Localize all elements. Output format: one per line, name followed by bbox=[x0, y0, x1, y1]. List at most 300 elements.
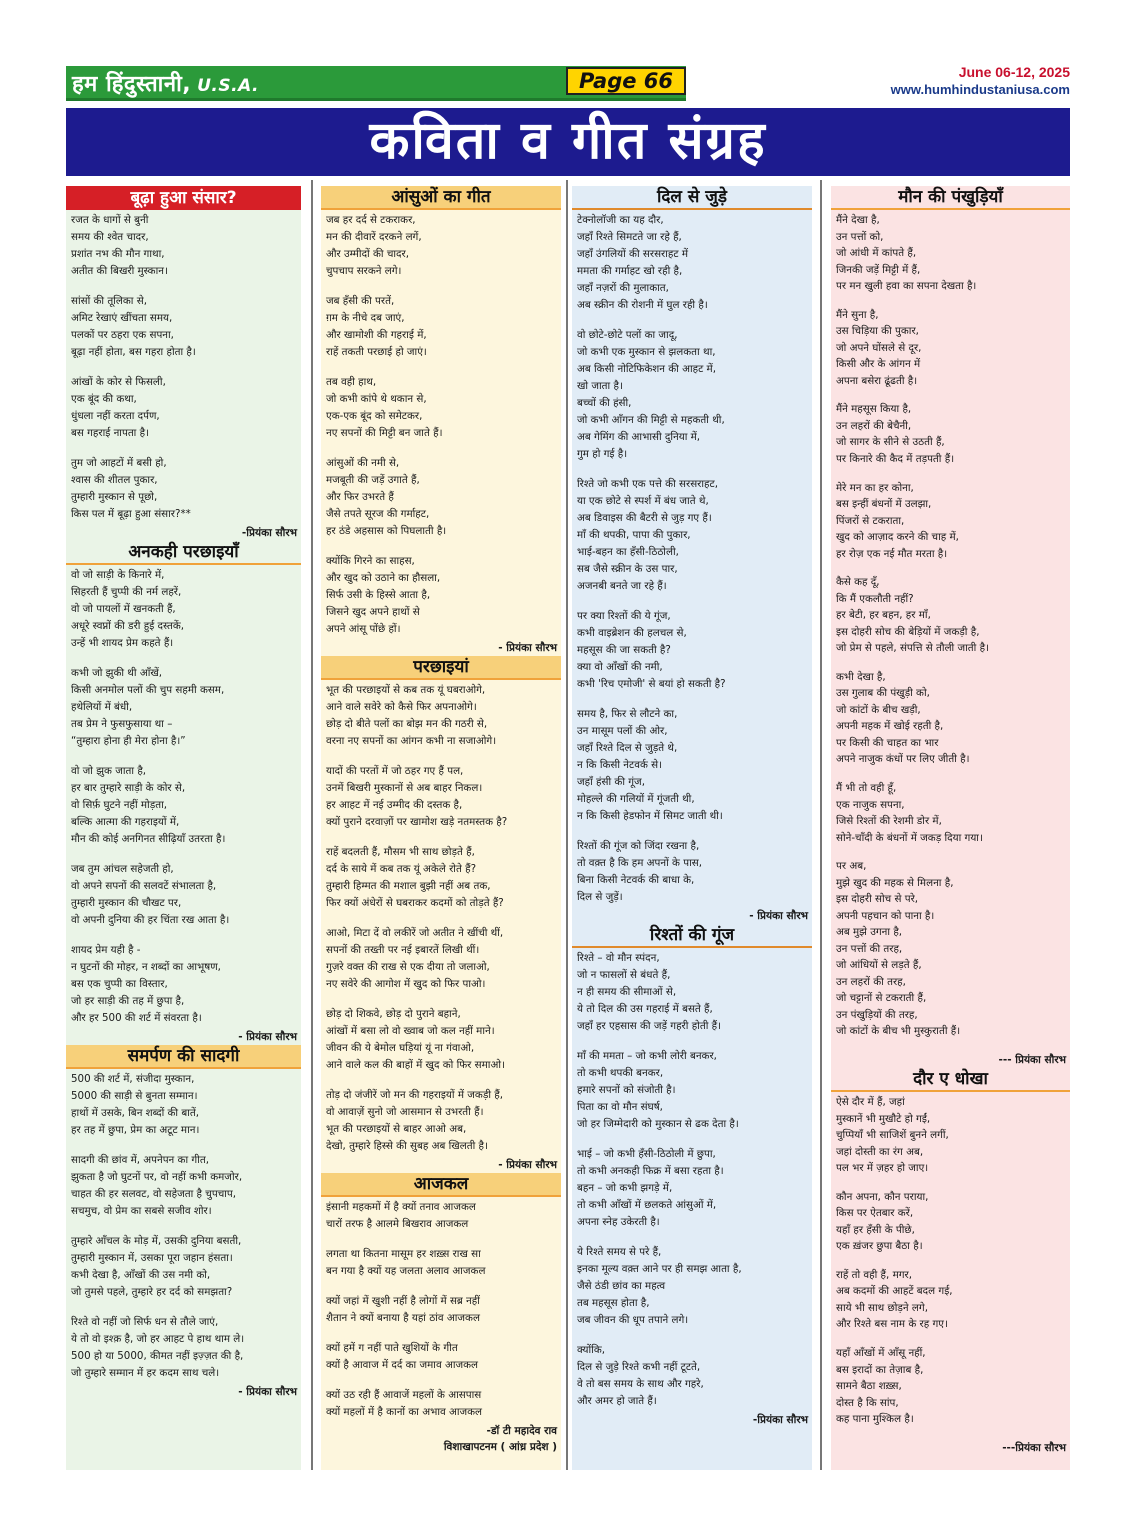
column-divider bbox=[820, 180, 822, 1470]
poem-line: बस गहराई नापता है। bbox=[71, 427, 149, 439]
poem-title: मौन की पंखुड़ियाँ bbox=[831, 186, 1070, 210]
poem-line: बूढ़ा नहीं होता, बस गहरा होता है। bbox=[71, 346, 196, 358]
poem-line: जो तुम्हारे सम्मान में हर कदम साथ चले। bbox=[71, 1367, 220, 1379]
poem-line: सादगी की छांव में, अपनेपन का गीत, bbox=[71, 1154, 209, 1166]
poem-line: जीवन की ये बेमोल घड़ियां यूं ना गंवाओ, bbox=[326, 1042, 475, 1054]
poem-line: कभी 'रिच एमोजी' से बयां हो सकती है? bbox=[577, 678, 726, 690]
brand-bar bbox=[66, 66, 686, 101]
poem-line: उस चिड़िया की पुकार, bbox=[836, 325, 919, 338]
poem-line: इंसानी महकमों में है क्यों तनाव आजकल bbox=[326, 1201, 476, 1213]
poem-line: आंखों के कोर से फिसली, bbox=[71, 376, 166, 388]
poem-line: जहाँ रिश्ते सिमटते जा रहे हैं, bbox=[577, 231, 682, 243]
poem-line: मैंने देखा है, bbox=[836, 214, 880, 226]
stanza bbox=[577, 212, 806, 314]
poem-line: हाथों में उसके, बिन शब्दों की बातें, bbox=[71, 1107, 200, 1119]
poem-line: हथेलियों में बंधी, bbox=[71, 701, 133, 713]
poem-line: समय की श्वेत चादर, bbox=[71, 231, 149, 243]
poem-line: भूत की परछाइयों से कब तक यूं घबराओगे, bbox=[326, 684, 486, 696]
poem-body bbox=[321, 210, 561, 638]
poem-line: बच्चों की हंसी, bbox=[577, 397, 632, 409]
poem-line: अतीत की बिखरी मुस्कान। bbox=[71, 265, 168, 277]
poem-line: जो न फासलों से बंधते हैं, bbox=[577, 969, 671, 981]
poem-line: क्यों महलों में है कानों का अभाव आजकल bbox=[326, 1406, 483, 1418]
poem-line: जिसने खुद अपने हाथों से bbox=[326, 606, 420, 618]
stanza bbox=[326, 1340, 555, 1374]
poem-line: जो कांटों के बीच खड़ी, bbox=[836, 703, 921, 716]
stanza bbox=[836, 307, 1064, 390]
poem-line: अपनी महक में खोई रहती है, bbox=[836, 720, 944, 733]
website-link[interactable]: www.humhindustaniusa.com bbox=[890, 82, 1070, 97]
stanza bbox=[326, 293, 555, 361]
poem-line: बन गया है क्यों यह जलता अलाव आजकल bbox=[326, 1265, 486, 1277]
stanza bbox=[71, 1314, 295, 1382]
poem-author: - प्रियंका सौरभ bbox=[498, 642, 557, 654]
poem-line: मौन की कोई अनगिनत सीढ़ियाँ उतरता है। bbox=[71, 833, 226, 845]
brand-suffix: U.S.A. bbox=[197, 76, 260, 96]
poem-line: बस इन्हीं बंधनों में उलझा, bbox=[836, 498, 932, 511]
stanza bbox=[326, 212, 555, 280]
poem-line: तुम्हारी हिम्मत की मशाल बुझी नहीं अब तक, bbox=[326, 880, 491, 892]
poem-line: टेक्नोलॉजी का यह दौर, bbox=[577, 214, 664, 226]
poem-line: न कि किसी हेडफोन में सिमट जाती थी। bbox=[577, 810, 723, 822]
stanza bbox=[326, 844, 555, 912]
stanza bbox=[577, 706, 806, 825]
poem-line: कि मैं एकलौती नहीं? bbox=[836, 592, 914, 605]
poem-line: मैं भी तो वही हूँ, bbox=[836, 782, 897, 795]
column-divider bbox=[311, 180, 313, 1470]
poem-line: इस दोहरी सोच की बेड़ियों में जकड़ी है, bbox=[836, 625, 980, 638]
poem-line: क्यों है आवाज में दर्द का जमाव आजकल bbox=[326, 1359, 478, 1371]
poem-line: राहें तो वही हैं, मगर, bbox=[836, 1268, 913, 1281]
poem-line: हर बेटी, हर बहन, हर माँ, bbox=[836, 609, 931, 622]
poem-line: यहाँ हर हँसी के पीछे, bbox=[836, 1223, 915, 1236]
poem-line: पर अब, bbox=[836, 860, 867, 873]
poem-line: मन की दीवारें दरकने लगें, bbox=[326, 231, 422, 243]
poem-author: --- प्रियंका सौरभ bbox=[998, 1054, 1066, 1066]
poem-author: -प्रियंका सौरभ bbox=[241, 527, 297, 539]
poem-line: जो कभी आँगन की मिट्टी से महकती थी, bbox=[577, 414, 725, 426]
poem-line: दर्द के साये में कब तक यूं अकेले रोते हैं? bbox=[326, 863, 477, 875]
poem-line: कभी वाइब्रेशन की हलचल से, bbox=[577, 627, 687, 639]
stanza bbox=[326, 925, 555, 993]
poem-line: वो छोटे-छोटे पलों का जादू, bbox=[577, 329, 678, 341]
poem-line: जो हर जिम्मेदारी को मुस्कान से ढक देता है। bbox=[577, 1118, 739, 1130]
poem-line: उन पंखुड़ियों की तरह, bbox=[836, 1008, 918, 1021]
poem-line: पलकों पर ठहरा एक सपना, bbox=[71, 329, 174, 341]
poem-line: किस पर ऐतबार करें, bbox=[836, 1207, 914, 1220]
stanza bbox=[71, 942, 295, 1027]
stanza bbox=[326, 1087, 555, 1155]
poem-line: अब मुझे उगना है, bbox=[836, 926, 903, 939]
poem-line: अपने नाजुक कंधों पर लिए जीती है। bbox=[836, 753, 970, 766]
stanza bbox=[326, 1006, 555, 1074]
stanza bbox=[577, 1342, 806, 1410]
poem-line: प्रशांत नभ की मौन गाथा, bbox=[71, 248, 165, 260]
poem-line: जहाँ उंगलियों की सरसराहट में bbox=[577, 248, 688, 260]
poem-line: क्यों जहां में खुशी नहीं है लोगों में सब्र नहीं bbox=[326, 1295, 480, 1307]
poem-column-4 bbox=[831, 186, 1070, 1470]
poem-line: और खुद को उठाने का हौसला, bbox=[326, 572, 441, 584]
poem-line: छोड़ दो बीते पलों का बोझ मन की गठरी से, bbox=[326, 718, 488, 730]
issue-date: June 06-12, 2025 bbox=[958, 64, 1070, 80]
poem-line: भूत की परछाइयों से बाहर आओ अब, bbox=[326, 1123, 467, 1135]
poem-line: राहें बदलती हैं, मौसम भी साथ छोड़ते हैं, bbox=[326, 846, 475, 858]
poem-line: जहां दोस्ती का रंग अब, bbox=[836, 1145, 924, 1158]
poem-line: बहन – जो कभी झगड़े में, bbox=[577, 1182, 673, 1194]
stanza bbox=[71, 763, 295, 848]
poem-line: तुम्हारी मुस्कान से पूछो, bbox=[71, 491, 158, 503]
poem-line: न ही समय की सीमाओं से, bbox=[577, 986, 677, 998]
poem-line: अब स्क्रीन की रोशनी में घुल रही है। bbox=[577, 299, 708, 311]
poem-line: रिश्तों की गूंज को जिंदा रखना है, bbox=[577, 840, 700, 852]
poem-line: किसी अनमोल पलों की चुप सहमी कसम, bbox=[71, 684, 225, 696]
poem-line: जो सागर के सीने से उठती हैं, bbox=[836, 436, 945, 449]
brand-name: हम हिंदुस्तानी, bbox=[72, 72, 192, 97]
poem-line: भाई-बहन का हँसी-ठिठोली, bbox=[577, 546, 679, 558]
poem-line: एक बूंद की कथा, bbox=[71, 393, 137, 405]
poem-line: कभी जो झुकी थी आँखें, bbox=[71, 667, 163, 679]
poem-line: तब महसूस होता है, bbox=[577, 1297, 650, 1309]
poem-line: सचमुच, वो प्रेम का सबसे सजीव शोर। bbox=[71, 1205, 212, 1217]
poem-line: चुप्पियाँ भी साजिशें बुनने लगीं, bbox=[836, 1129, 949, 1141]
poem-title: दौर ए धोखा bbox=[831, 1068, 1070, 1092]
poem-line: आने वाले कल की बाहों में खुद को फिर समाओ। bbox=[326, 1059, 505, 1071]
poem-line: वो अपनी दुनिया की हर चिंता रख आता है। bbox=[71, 914, 230, 926]
poem-line: ये रिश्ते समय से परे हैं, bbox=[577, 1246, 662, 1258]
stanza bbox=[326, 374, 555, 442]
poem-line: धुंधला नहीं करता दर्पण, bbox=[71, 410, 160, 422]
author-location: विशाखापटनम ( आंध्र प्रदेश ) bbox=[443, 1441, 557, 1453]
poem-line: कभी देखा है, bbox=[836, 670, 886, 683]
poem-line: वो जो साड़ी के किनारे में, bbox=[71, 569, 165, 581]
poem-body bbox=[66, 210, 301, 523]
poem-line: जहाँ हर एहसास की जड़ें गहरी होती हैं। bbox=[577, 1020, 722, 1032]
poem-line: और हर 500 की शर्ट में संवरता है। bbox=[71, 1012, 202, 1024]
poem-line: तुम्हारी मुस्कान में, उसका पूरा जहान हंसता। bbox=[71, 1252, 233, 1264]
poem-line: दोस्त है कि सांप, bbox=[836, 1396, 899, 1409]
poem-line: आंखों में बसा लो वो ख्वाब जो कल नहीं माने। bbox=[326, 1025, 495, 1037]
poem-line: तुम्हारी मुस्कान की चौखट पर, bbox=[71, 897, 182, 909]
poem-line: बल्कि आत्मा की गहराइयों में, bbox=[71, 816, 180, 828]
poem-line: जो चट्टानों से टकराती हैं, bbox=[836, 992, 927, 1005]
poem-line: जब तुम आंचल सहेजती हो, bbox=[71, 863, 174, 875]
poem-line: 500 हो या 5000, कीमत नहीं इज़्ज़त की है, bbox=[71, 1350, 244, 1362]
poem-body bbox=[66, 565, 301, 1027]
poem-line: फिर क्यों अंधेरों से घबराकर कदमों को तोड़ते हैं? bbox=[326, 897, 504, 909]
poem-title: बूढ़ा हुआ संसार? bbox=[66, 186, 301, 210]
poem-author: ---प्रियंका सौरभ bbox=[1002, 1441, 1066, 1454]
poem-line: एक नाजुक सपना, bbox=[836, 798, 905, 811]
poem-line: न कि किसी नेटवर्क से। bbox=[577, 759, 662, 771]
poem-line: मोहल्ले की गलियों में गूंजती थी, bbox=[577, 793, 695, 805]
poem-line: उस गुलाब की पंखुड़ी को, bbox=[836, 687, 930, 700]
poem-line: अपना स्नेह उकेरती है। bbox=[577, 1216, 660, 1228]
poem-line: नए सपनों की मिट्टी बन जाते हैं। bbox=[326, 427, 443, 439]
poem-line: और फिर उभरते हैं bbox=[326, 491, 394, 503]
poem-line: वो जो झुक जाता है, bbox=[71, 765, 147, 777]
poem-line: हर बार तुम्हारे साड़ी के कोर से, bbox=[71, 782, 186, 794]
poem-line: ये तो वो इश्क़ है, जो हर आहट पे हाथ थाम ले। bbox=[71, 1333, 245, 1345]
poem-line: बस इरादों का तेज़ाब है, bbox=[836, 1363, 924, 1376]
poem-line: जो तुमसे पहले, तुम्हारे हर दर्द को समझता? bbox=[71, 1286, 233, 1298]
poem-line: जो कांटों के बीच भी मुस्कुराती हैं। bbox=[836, 1025, 961, 1038]
poem-line: उनमें बिखरी मुस्कानों से अब बाहर निकल। bbox=[326, 782, 483, 794]
poem-line: श्वास की शीतल पुकार, bbox=[71, 474, 158, 486]
poem-line: उन्हें भी शायद प्रेम कहते हैं। bbox=[71, 637, 174, 649]
stanza bbox=[71, 1233, 295, 1301]
poem-line: तब वही हाथ, bbox=[326, 376, 377, 388]
poem-line: खुद को आज़ाद करने की चाह में, bbox=[836, 531, 959, 544]
poem-line: हर ठंडे अहसास को पिघलाती है। bbox=[326, 525, 447, 537]
poem-line: और उम्मीदों की चादर, bbox=[326, 248, 409, 260]
poem-line: कैसे कह दूँ, bbox=[836, 576, 880, 589]
poem-line: सामने बैठा शख़्स, bbox=[836, 1380, 902, 1393]
poem-title: परछाइयां bbox=[321, 656, 561, 680]
stanza bbox=[577, 1048, 806, 1133]
page-number: Page 66 bbox=[578, 69, 674, 93]
poem-line: सिर्फ उसी के हिस्से आता है, bbox=[326, 589, 431, 601]
poem-line: तुम जो आहटों में बसी हो, bbox=[71, 457, 167, 469]
publication-logo bbox=[72, 68, 259, 98]
poem-title: आजकल bbox=[321, 1173, 561, 1197]
poem-line: “तुम्हारा होना ही मेरा होना है।” bbox=[71, 735, 186, 747]
stanza bbox=[71, 1071, 295, 1139]
stanza bbox=[577, 608, 806, 693]
poem-column-3 bbox=[572, 186, 812, 1470]
poem-line: रिश्ते जो कभी एक पत्ते की सरसराहट, bbox=[577, 478, 718, 490]
poem-line: सिहरती हैं चुप्पी की नर्म लहरें, bbox=[71, 586, 182, 598]
poem-line: पल भर में ज़हर हो जाए। bbox=[836, 1162, 929, 1174]
poem-line: गुम हो गई है। bbox=[577, 448, 628, 460]
stanza bbox=[326, 1246, 555, 1280]
poem-body bbox=[572, 948, 812, 1410]
poem-line: अब डिवाइस की बैटरी से जुड़ गए हैं। bbox=[577, 512, 712, 524]
stanza bbox=[836, 480, 1064, 563]
poem-line: कभी देखा है, आँखों की उस नमी को, bbox=[71, 1269, 211, 1281]
poem-line: मजबूती की जड़ें उगाते हैं, bbox=[326, 474, 420, 486]
stanza bbox=[71, 293, 295, 361]
poem-line: राहें तकती परछाई हो जाएं। bbox=[326, 346, 427, 358]
poem-line: रिश्ते – वो मौन स्पंदन, bbox=[577, 952, 660, 964]
poem-title: समर्पण की सादगी bbox=[66, 1045, 301, 1069]
stanza bbox=[326, 682, 555, 750]
poem-author: -प्रियंका सौरभ bbox=[752, 1414, 808, 1426]
stanza bbox=[326, 1387, 555, 1421]
poem-line: मेरे मन का हर कोना, bbox=[836, 481, 914, 494]
poem-author: - प्रियंका सौरभ bbox=[238, 1031, 297, 1043]
stanza bbox=[71, 374, 295, 442]
poem-line: अपने आंसू पोंछे हों। bbox=[326, 623, 401, 635]
stanza bbox=[836, 401, 1064, 467]
poem-line: जब हँसी की परतें, bbox=[326, 295, 395, 307]
stanza bbox=[326, 553, 555, 638]
poem-title: आंसुओं का गीत bbox=[321, 186, 561, 210]
poem-title: रिश्तों की गूंज bbox=[572, 924, 812, 948]
poem-line: इस दोहरी सोच से परे, bbox=[836, 893, 919, 906]
poem-line: क्यों पुराने दरवाज़ों पर खामोश खड़े नतमस्तक है? bbox=[326, 816, 508, 828]
stanza bbox=[836, 1345, 1064, 1428]
poem-line: क्योंकि गिरने का साहस, bbox=[326, 555, 415, 567]
poem-line: आंसुओं की नमी से, bbox=[326, 457, 400, 469]
stanza bbox=[836, 669, 1064, 768]
poem-line: शायद प्रेम यही है - bbox=[71, 944, 141, 956]
poem-line: देखो, तुम्हारे हिस्से की सुबह अब खिलती है। bbox=[326, 1140, 488, 1152]
poem-line: अब गेमिंग की आभासी दुनिया में, bbox=[577, 431, 701, 443]
poem-line: तो कभी अनकही फिक्र में बसा रहता है। bbox=[577, 1165, 724, 1177]
poem-line: मुस्कानें भी मुखौटे हो गईं, bbox=[836, 1112, 931, 1125]
poem-line: पर क्या रिश्तों की ये गूंज, bbox=[577, 610, 671, 622]
poem-line: भाई – जो कभी हँसी-ठिठोली में छुपा, bbox=[577, 1148, 716, 1160]
poem-line: 500 की शर्ट में, संजीदा मुस्कान, bbox=[71, 1073, 195, 1085]
poem-line: जिसे रिश्तों की रेशमी डोर में, bbox=[836, 815, 942, 828]
poem-line: रिश्ते वो नहीं जो सिर्फ धन से तौले जाएं, bbox=[71, 1316, 219, 1328]
poem-line: तोड़ दो जंजीरें जो मन की गहराइयों में जकड़ी हैं, bbox=[326, 1089, 504, 1101]
poem-line: ग़म के नीचे दब जाएं, bbox=[326, 312, 405, 324]
poem-line: कह पाना मुश्किल है। bbox=[836, 1413, 914, 1426]
poem-line: वो सिर्फ़ घुटने नहीं मोड़ता, bbox=[71, 799, 168, 811]
poem-line: माँ की ममता – जो कभी लोरी बनकर, bbox=[577, 1050, 717, 1062]
poem-line: अपना बसेरा ढूंढती है। bbox=[836, 374, 918, 387]
poem-line: वो अपने सपनों की सलवटें संभालता है, bbox=[71, 880, 217, 892]
section-title: कविता व गीत संग्रह bbox=[369, 111, 767, 171]
poem-author: - प्रियंका सौरभ bbox=[238, 1386, 297, 1398]
poem-line: माँ की थपकी, पापा की पुकार, bbox=[577, 529, 691, 541]
stanza bbox=[326, 1199, 555, 1233]
stanza bbox=[836, 1094, 1064, 1177]
stanza bbox=[577, 327, 806, 463]
poem-line: पर किनारे की कैद में तड़पती हैं। bbox=[836, 452, 955, 465]
masthead bbox=[66, 66, 1070, 104]
poem-line: आओ, मिटा दें वो लकीरें जो अतीत ने खींची थीं, bbox=[326, 927, 504, 939]
poem-line: और अमर हो जाते हैं। bbox=[577, 1395, 657, 1407]
poem-line: उन लहरों की बेचैनी, bbox=[836, 419, 912, 432]
poem-line: यादों की परतों में जो ठहर गए हैं पल, bbox=[326, 765, 464, 777]
poem-line: एक-एक बूंद को समेटकर, bbox=[326, 410, 423, 422]
poem-line: किस पल में बूढ़ा हुआ संसार?** bbox=[71, 508, 191, 520]
poem-line: अमिट रेखाएं खींचता समय, bbox=[71, 312, 173, 324]
poem-line: पर मन खुली हवा का सपना देखता है। bbox=[836, 280, 977, 292]
stanza bbox=[326, 763, 555, 831]
stanza bbox=[577, 838, 806, 906]
stanza bbox=[836, 858, 1064, 1040]
poem-line: आने वाले सवेरे को कैसे फिर अपनाओगे। bbox=[326, 701, 477, 713]
poem-body bbox=[831, 1092, 1070, 1428]
poem-line: तुम्हारे आँचल के मोड़ में, उसकी दुनिया बसती, bbox=[71, 1235, 242, 1247]
poem-line: यहाँ आँखों में आँसू नहीं, bbox=[836, 1347, 926, 1360]
stanza bbox=[577, 476, 806, 595]
poem-line: न घुटनों की मोहर, न शब्दों का आभूषण, bbox=[71, 961, 221, 973]
poem-line: अजनबी बनते जा रहे हैं। bbox=[577, 580, 667, 592]
poem-line: पिता का वो मौन संघर्ष, bbox=[577, 1101, 663, 1113]
poem-line: किसी और के आंगन में bbox=[836, 358, 921, 371]
poem-line: सपनों की तख्ती पर नई इबारतें लिखी थीं। bbox=[326, 944, 480, 956]
poem-line: साये भी साथ छोड़ने लगे, bbox=[836, 1301, 928, 1314]
stanza bbox=[71, 212, 295, 280]
stanza bbox=[577, 1244, 806, 1329]
page-number-box bbox=[566, 67, 686, 95]
poem-line: बिना किसी नेटवर्क की बाधा के, bbox=[577, 874, 695, 886]
poem-line: 5000 की साड़ी से बुनता सम्मान। bbox=[71, 1090, 198, 1102]
poem-line: चुपचाप सरकने लगे। bbox=[326, 265, 402, 277]
poem-line: बस एक चुप्पी का विस्तार, bbox=[71, 978, 168, 990]
stanza bbox=[836, 574, 1064, 657]
poem-line: नए सवेरे की आगोश में खुद को फिर पाओ। bbox=[326, 978, 486, 990]
poem-line: कौन अपना, कौन पराया, bbox=[836, 1190, 929, 1203]
poem-line: पर किसी की चाहत का भार bbox=[836, 736, 939, 749]
poem-line: हर आहट में नई उम्मीद की दस्तक है, bbox=[326, 799, 463, 811]
poem-line: मैंने सुना है, bbox=[836, 308, 879, 321]
stanza bbox=[836, 780, 1064, 846]
poem-line: जो कभी कांपे थे थकान से, bbox=[326, 393, 427, 405]
stanza bbox=[577, 1146, 806, 1231]
poem-line: दिल से जुड़ें। bbox=[577, 891, 623, 903]
poem-line: जो आंधियों से लड़ते हैं, bbox=[836, 959, 922, 972]
poem-line: जहाँ रिश्ते दिल से जुड़ते थे, bbox=[577, 742, 678, 754]
poem-line: सोने-चाँदी के बंधनों में जकड़ दिया गया। bbox=[836, 831, 983, 844]
poem-line: वरना नए सपनों का आंगन कभी ना सजाओगे। bbox=[326, 735, 497, 747]
poem-line: उन लहरों की तरह, bbox=[836, 975, 906, 988]
poem-line: रजत के धागों से बुनी bbox=[71, 214, 149, 226]
poem-line: तब प्रेम ने फुसफुसाया था – bbox=[71, 718, 173, 730]
poem-author: - प्रियंका सौरभ bbox=[498, 1159, 557, 1171]
poem-body bbox=[572, 210, 812, 906]
stanza bbox=[71, 1152, 295, 1220]
poem-line: जहाँ हंसी की गूंज, bbox=[577, 776, 645, 788]
poem-body bbox=[321, 680, 561, 1155]
poem-line: सब जैसे स्क्रीन के उस पार, bbox=[577, 563, 678, 575]
poem-line: दिल से जुड़े रिश्ते कभी नहीं टूटते, bbox=[577, 1361, 701, 1373]
stanza bbox=[836, 1189, 1064, 1255]
poem-title: अनकही परछाइयाँ bbox=[66, 541, 301, 565]
poem-line: हमारे सपनों को संजोती है। bbox=[577, 1084, 676, 1096]
poem-line: और रिश्ते बस नाम के रह गए। bbox=[836, 1318, 948, 1331]
poem-line: हर रोज़ एक नई मौत मरता है। bbox=[836, 547, 948, 560]
poem-line: मुझे खुद की महक से मिलना है, bbox=[836, 876, 954, 889]
poem-line: मैंने महसूस किया है, bbox=[836, 403, 912, 416]
poem-line: पिंजरों से टकराता, bbox=[836, 514, 905, 527]
poem-line: जो कभी एक मुस्कान से झलकता था, bbox=[577, 346, 716, 358]
poem-line: शैतान ने क्यों बनाया है यहां ठांव आजकल bbox=[326, 1312, 480, 1324]
poem-line: क्या वो आँखों की नमी, bbox=[577, 661, 663, 673]
stanza bbox=[71, 455, 295, 523]
stanza bbox=[71, 861, 295, 929]
poem-line: हर तह में छुपा, प्रेम का अटूट मान। bbox=[71, 1124, 200, 1136]
stanza bbox=[71, 665, 295, 750]
poem-line: खो जाता है। bbox=[577, 380, 623, 392]
stanza bbox=[836, 1267, 1064, 1333]
poem-line: झुकता है जो घुटनों पर, वो नहीं कभी कमजोर, bbox=[71, 1171, 243, 1183]
poem-line: उन पत्तों की तरह, bbox=[836, 942, 903, 955]
poem-line: अब कदमों की आहटें बदल गई, bbox=[836, 1285, 953, 1298]
poem-line: छोड़ दो शिकवे, छोड़ दो पुराने बहाने, bbox=[326, 1008, 461, 1020]
poem-line: जो हर साड़ी की तह में छुपा है, bbox=[71, 995, 185, 1007]
poem-line: इनका मूल्य वक़्त आने पर ही समझ आता है, bbox=[577, 1263, 742, 1275]
poem-line: क्यों उठ रही हैं आवाजें महलों के आसपास bbox=[326, 1389, 482, 1401]
poem-line: जो आंधी में कांपते हैं, bbox=[836, 247, 917, 259]
poem-line: समय है, फिर से लौटने का, bbox=[577, 708, 678, 720]
poem-line: जो प्रेम से पहले, संपत्ति से तौली जाती है। bbox=[836, 642, 989, 655]
poem-line: ये तो दिल की उस गहराई में बसते हैं, bbox=[577, 1003, 713, 1015]
poem-line: जैसे ठंडी छांव का महत्व bbox=[577, 1280, 666, 1292]
poem-line: वे तो बस समय के साथ और गहरे, bbox=[577, 1378, 704, 1390]
poem-line: क्यों हमें ग नहीं पाते खुशियों के गीत bbox=[326, 1342, 458, 1354]
poem-body bbox=[66, 1069, 301, 1382]
poem-line: अधूरे स्वप्नों की डरी हुई दस्तकें, bbox=[71, 620, 185, 632]
section-banner bbox=[66, 108, 1070, 176]
stanza bbox=[836, 212, 1064, 295]
poem-line: महसूस की जा सकती है? bbox=[577, 644, 671, 656]
poem-line: वो आवाज़ें सुनो जो आसमान से उभरती हैं। bbox=[326, 1106, 484, 1118]
